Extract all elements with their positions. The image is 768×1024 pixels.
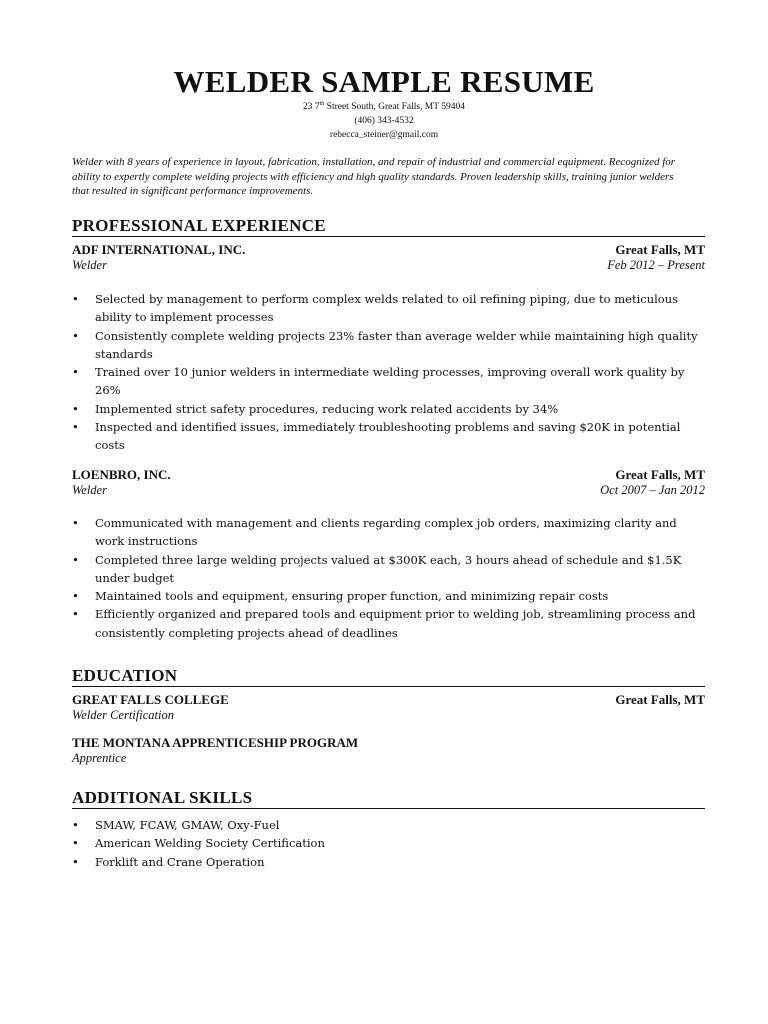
bullet-glyph: • [72, 516, 79, 530]
bullet-glyph: • [72, 365, 79, 380]
bullet-glyph: • [72, 589, 79, 604]
skill-text: American Welding Society Certification [95, 836, 325, 851]
bullet-glyph: • [72, 818, 79, 832]
school-header [72, 692, 705, 708]
bullet-text: Implemented strict safety procedures, reducing work related accidents by 34% [95, 401, 559, 416]
job-bullet [72, 290, 705, 327]
job-bullet [72, 514, 705, 551]
job-dates: Feb 2012 – Present [607, 258, 705, 272]
skills-list [72, 816, 705, 871]
company-name: LOENBRO, INC. [72, 467, 171, 482]
skill-text: Forklift and Crane Operation [95, 854, 265, 869]
job-dates: Oct 2007 – Jan 2012 [600, 483, 705, 497]
bullet-text: Selected by management to perform complex welds related to oil refining piping, due to meticulous ability to implement processes [95, 292, 679, 325]
school-credential: Welder Certification [72, 708, 174, 722]
school-credential-row [72, 750, 705, 766]
job-location: Great Falls, MT [615, 242, 705, 257]
skill-item [72, 834, 705, 852]
bullet-glyph: • [72, 836, 79, 851]
bullet-text: Trained over 10 junior welders in intermediate welding processes, improving overall work quality by 26% [95, 365, 685, 398]
bullet-glyph: • [72, 854, 79, 869]
section-heading-experience [72, 216, 705, 237]
job-title: Welder [72, 258, 107, 272]
bullet-text: Inspected and identified issues, immediately troubleshooting problems and saving $20K in potential costs [95, 420, 681, 453]
address-prefix: 23 7 [302, 102, 320, 113]
email-line: rebecca_steiner@gmail.com [329, 130, 439, 140]
address-superscript: th [319, 101, 325, 107]
bullet-glyph: • [72, 292, 79, 306]
job-header [72, 467, 705, 483]
bullet-text: Efficiently organized and prepared tools and equipment prior to welding job, streamlining process and consistently completing projects ahead of deadlines [95, 607, 696, 640]
job-header [72, 242, 705, 258]
job-bullet [72, 587, 705, 605]
skill-text: SMAW, FCAW, GMAW, Oxy-Fuel [95, 818, 280, 832]
section-heading-text: EDUCATION [72, 666, 178, 685]
job-bullet-list [72, 290, 705, 455]
bullet-glyph: • [72, 607, 79, 622]
section-heading-text: PROFESSIONAL EXPERIENCE [72, 216, 326, 235]
job-role-row [72, 257, 705, 273]
bullet-text: Communicated with management and clients regarding complex job orders, maximizing clarity and work instructions [95, 516, 677, 549]
bullet-text: Maintained tools and equipment, ensuring proper function, and minimizing repair costs [95, 589, 609, 604]
bullet-glyph: • [72, 328, 79, 343]
job-bullet [72, 551, 705, 588]
bullet-glyph: • [72, 420, 79, 435]
school-credential-row [72, 707, 705, 723]
section-heading-education [72, 666, 705, 687]
school-credential: Apprentice [72, 751, 127, 765]
job-bullet [72, 418, 705, 455]
job-bullet [72, 363, 705, 400]
phone-line: (406) 343-4532 [354, 116, 414, 126]
bullet-glyph: • [72, 552, 79, 567]
school-name: GREAT FALLS COLLEGE [72, 692, 229, 707]
school-location: Great Falls, MT [615, 692, 705, 707]
section-heading-skills [72, 788, 705, 809]
bullet-text: Completed three large welding projects valued at $300K each, 3 hours ahead of schedule and $1.5K under budget [95, 552, 682, 585]
job-bullet [72, 605, 705, 642]
job-bullet [72, 327, 705, 364]
school-header [72, 735, 705, 751]
bullet-text: Consistently complete welding projects 23% faster than average welder while maintaining high quality standards [95, 328, 698, 361]
section-heading-text: ADDITIONAL SKILLS [72, 788, 253, 807]
skill-item [72, 853, 705, 871]
company-name: ADF INTERNATIONAL, INC. [72, 242, 246, 257]
job-role-row [72, 482, 705, 498]
address-suffix: Street South, Great Falls, MT 59404 [324, 102, 466, 113]
summary-paragraph: Welder with 8 years of experience in layout, fabrication, installation, and repair of industrial and commercial equipment. Recognized for ability to expertly complete welding projects with efficiency and high quality standards. Proven leadership skills, training junior welders that resulted in significant performance improvements. [72, 156, 676, 197]
school-name: THE MONTANA APPRENTICESHIP PROGRAM [72, 735, 359, 750]
job-location: Great Falls, MT [615, 467, 705, 482]
bullet-glyph: • [72, 401, 79, 416]
job-bullet-list [72, 514, 705, 642]
job-title: Welder [72, 483, 107, 497]
page-title: WELDER SAMPLE RESUME [173, 64, 595, 99]
address-line [0, 101, 768, 112]
skill-item [72, 816, 705, 834]
job-bullet [72, 400, 705, 418]
